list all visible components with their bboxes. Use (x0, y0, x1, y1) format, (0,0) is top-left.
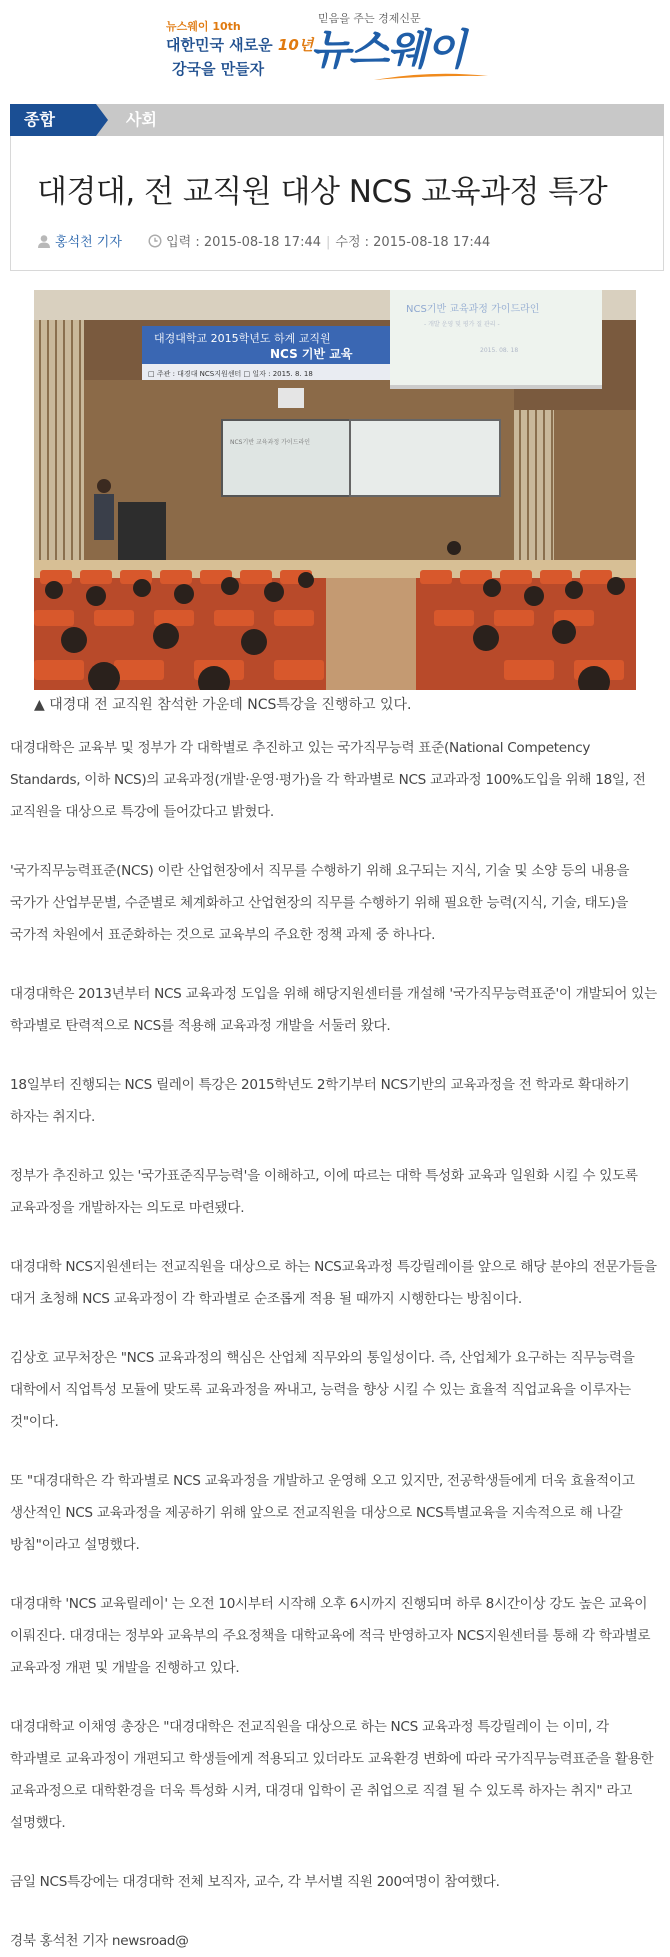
meta-divider: | (326, 235, 331, 250)
article-paragraph: 대경대학교 이채영 총장은 "대경대학은 전교직원을 대상으로 하는 NCS 교육과정 특강릴레이 는 이미, 각 학과별로 교육과정이 개편되고 학생들에게 적용되고 있더라도 교육환경 변화에 따라 국가직무능력표준을 활용한 교육과정으로 대학환경을 더욱 특성화 시켜, 대경대 입학이 곧 취업으로 직결 될 수 있도록 하자는 취지" 라고 설명했다. (10, 1719, 654, 1831)
article-paragraph: 18일부터 진행되는 NCS 릴레이 특강은 2015학년도 2학기부터 NCS기반의 교육과정을 전 학과로 확대하기 하자는 취지다. (10, 1077, 630, 1125)
anniversary-slogan-line1: 대한민국 새로운 10년 (166, 36, 314, 54)
anniversary-emblem[interactable] (166, 18, 314, 82)
anniversary-top-text: 뉴스웨이 10th (166, 20, 241, 33)
site-slogan: 믿음을 주는 경제신문 (318, 12, 421, 25)
svg-text:NCS기반 교육과정 가이드라인: NCS기반 교육과정 가이드라인 (230, 439, 311, 446)
article-meta (37, 234, 490, 252)
svg-text:- 개발 운영 및 평가 질 관리 -: - 개발 운영 및 평가 질 관리 - (424, 321, 500, 328)
category-sub-link[interactable]: 사회 (126, 110, 157, 129)
article-body (10, 732, 660, 1957)
article-paragraph: 금일 NCS특강에는 대경대학 전체 보직자, 교수, 각 부서별 직원 200여명이 참여했다. (10, 1874, 500, 1890)
svg-text:NCS 기반 교육: NCS 기반 교육 (270, 347, 353, 361)
anniversary-slogan-line2: 강국을 만들자 (172, 60, 265, 78)
article-title: 대경대, 전 교직원 대상 NCS 교육과정 특강 (37, 174, 608, 210)
article-paragraph: 김상호 교무처장은 "NCS 교육과정의 핵심은 산업체 직무와의 통일성이다. 즉, 산업체가 요구하는 직무능력을 대학에서 직업특성 모듈에 맞도록 교육과정을 짜내고, 능력을 향상 시킬 수 있는 효율적 직업교육을 이루자는 것"이다. (10, 1350, 635, 1430)
logo-swoosh-icon (372, 72, 490, 82)
article-paragraph: 정부가 추진하고 있는 '국가표준직무능력'을 이해하고, 이에 따르는 대학 특성화 교육과 일원화 시킬 수 있도록 교육과정을 개발하자는 의도로 마련됐다. (10, 1168, 638, 1216)
svg-text:2015. 08. 18: 2015. 08. 18 (480, 347, 519, 354)
clock-icon (148, 234, 162, 248)
site-header (0, 0, 670, 100)
article-paragraph: 또 "대경대학은 각 학과별로 NCS 교육과정을 개발하고 운영해 오고 있지만, 전공학생들에게 더욱 효율적이고 생산적인 NCS 교육과정을 제공하기 위해 앞으로 전교직원을 대상으로 NCS특별교육을 지속적으로 해 나갈 방침"이라고 설명했다. (10, 1473, 635, 1553)
svg-text:NCS기반 교육과정 가이드라인: NCS기반 교육과정 가이드라인 (406, 304, 540, 315)
modified-date: 수정 : 2015-08-18 17:44 (335, 235, 491, 250)
author-link[interactable]: 홍석천 기자 (55, 235, 122, 250)
svg-text:대경대학교 2015학년도 하계 교직원: 대경대학교 2015학년도 하계 교직원 (154, 332, 331, 345)
category-main-tab[interactable]: 종합 (10, 104, 96, 136)
article-byline: 경북 홍석천 기자 newsroad@ (10, 1933, 189, 1949)
article-paragraph: 대경대학 NCS지원센터는 전교직원을 대상으로 하는 NCS교육과정 특강릴레이를 앞으로 해당 분야의 전문가들을 대거 초청해 NCS 교육과정이 각 학과별로 순조롭게 적용 될 때까지 시행한다는 방침이다. (10, 1259, 657, 1307)
article-paragraph: 대경대학 'NCS 교육릴레이' 는 오전 10시부터 시작해 오후 6시까지 진행되며 하루 8시간이상 강도 높은 교육이 이뤄진다. 대경대는 정부와 교육부의 주요정책을 대학교육에 적극 반영하고자 NCS지원센터를 통해 각 학과별로 교육과정 개편 및 개발을 진행하고 있다. (10, 1596, 651, 1676)
article-paragraph: '국가직무능력표준(NCS) 이란 산업현장에서 직무를 수행하기 위해 요구되는 지식, 기술 및 소양 등의 내용을 국가가 산업부문별, 수준별로 체계화하고 산업현장의 직무를 수행하기 위해 필요한 능력(지식, 기술, 태도)을 국가적 차원에서 표준화하는 것으로 교육부의 주요한 정책 과제 중 하나다. (10, 863, 630, 943)
article-photo[interactable] (34, 290, 636, 690)
site-logo[interactable]: 뉴스웨이 (310, 25, 465, 74)
person-icon (37, 234, 51, 248)
published-date: 입력 : 2015-08-18 17:44 (166, 235, 321, 250)
svg-text:□ 주관 : 대경대 NCS지원센터 □ 일자 : 201: □ 주관 : 대경대 NCS지원센터 □ 일자 : 2015. 8. 18 (148, 370, 313, 378)
category-arrow-icon (96, 104, 108, 136)
article-header (10, 136, 664, 271)
photo-caption: ▲ 대경대 전 교직원 참석한 가운데 NCS특강을 진행하고 있다. (34, 697, 412, 713)
category-bar (10, 104, 664, 136)
article-paragraph: 대경대학은 2013년부터 NCS 교육과정 도입을 위해 해당지원센터를 개설해 '국가직무능력표준'이 개발되어 있는 학과별로 탄력적으로 NCS를 적용해 교육과정 개발을 서둘러 왔다. (10, 986, 657, 1034)
article-paragraph: 대경대학은 교육부 및 정부가 각 대학별로 추진하고 있는 국가직무능력 표준(National Competency Standards, 이하 NCS)의 교육과정(개발·운영·평가)을 각 학과별로 NCS 교과과정 100%도입을 위해 18일, 전 교직원을 대상으로 특강에 들어갔다고 밝혔다. (10, 740, 646, 820)
